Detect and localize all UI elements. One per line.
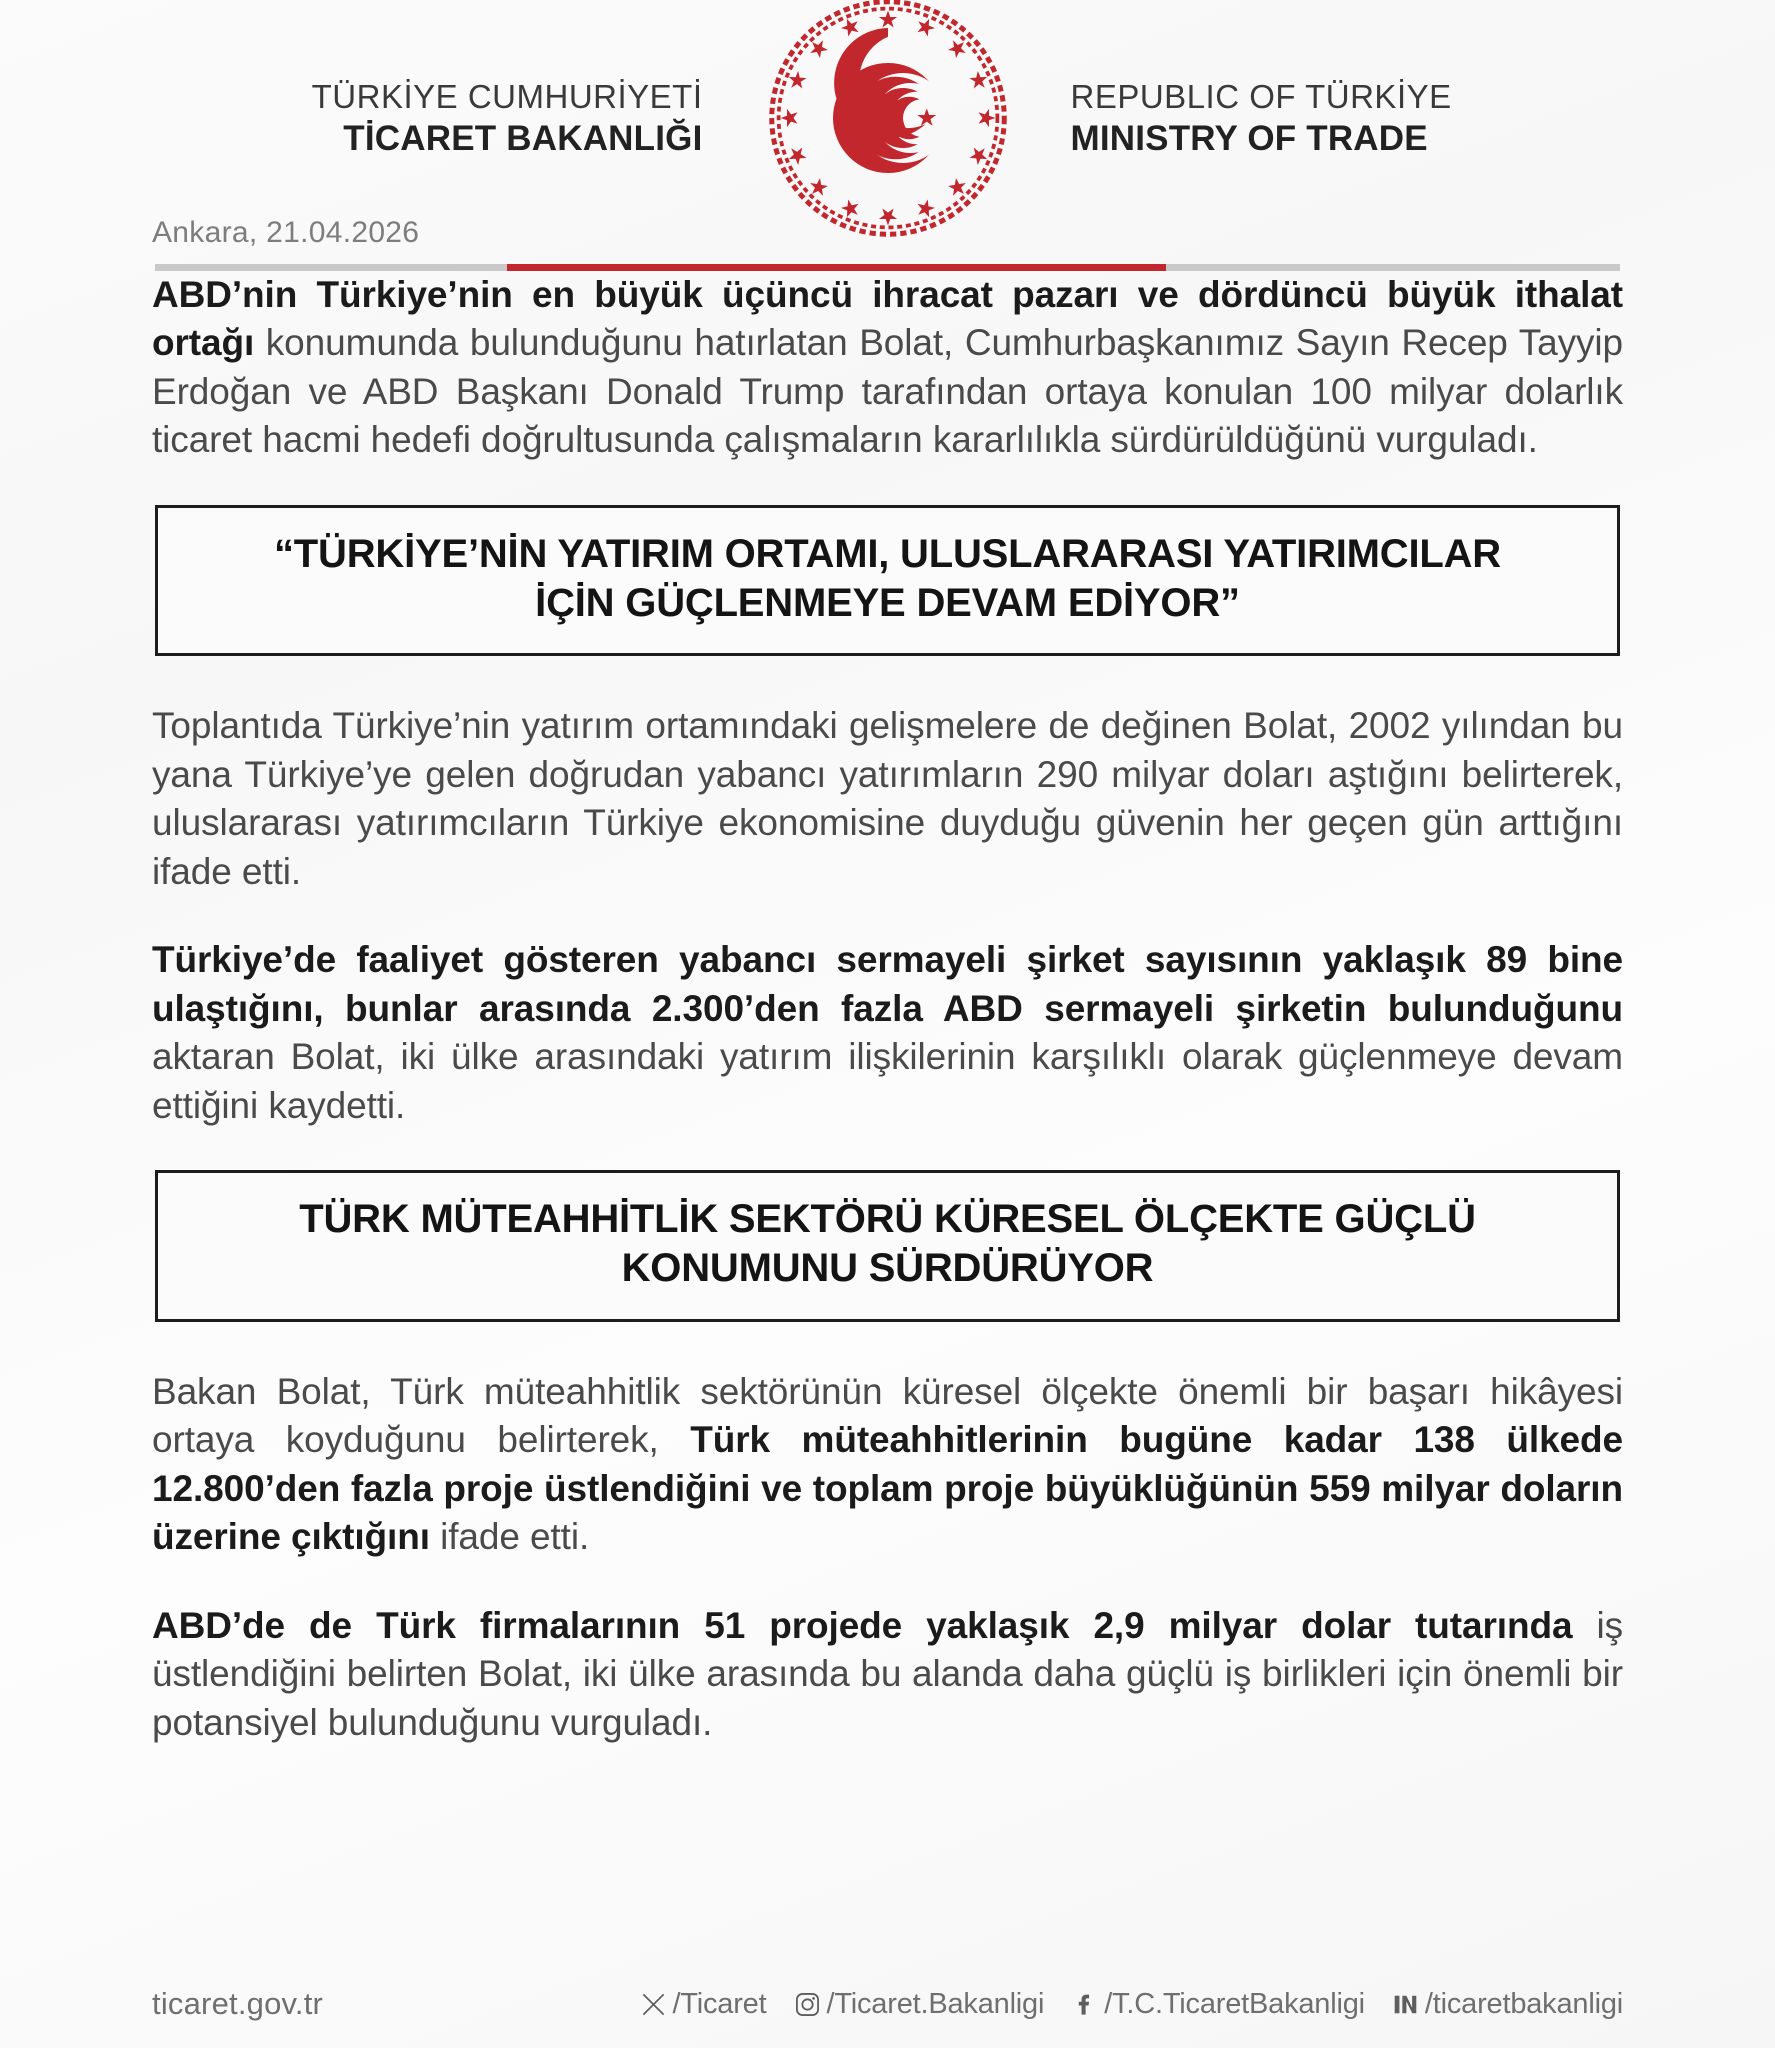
- divider-segment-gray-right: [1166, 264, 1620, 271]
- spacer: [152, 1562, 1623, 1602]
- callout-heading-2-line1: TÜRK MÜTEAHHİTLİK SEKTÖRÜ KÜRESEL ÖLÇEKTE GÜÇLÜ: [299, 1197, 1476, 1242]
- brand-turkish-line1: TÜRKİYE CUMHURİYETİ: [311, 77, 703, 115]
- paragraph-2: Toplantıda Türkiye’nin yatırım ortamındaki gelişmelere de değinen Bolat, 2002 yılından bu yana Türkiye’ye gelen doğrudan yabancı yatırımların 290 milyar doları aştığını belirterek, uluslararası yatırımcıların Türkiye ekonomisine duyduğu güvenin her geçen gün arttığını ifade etti.: [152, 705, 1623, 892]
- divider-segment-red: [507, 264, 1166, 271]
- facebook-icon: [1070, 1989, 1100, 2019]
- ministry-emblem-logo: [763, 0, 1013, 243]
- callout-heading-2: [155, 1170, 1620, 1322]
- social-link-x[interactable]: [638, 1988, 766, 2021]
- callout-quote-1: [155, 505, 1620, 657]
- dateline: Ankara, 21.04.2026: [152, 216, 420, 249]
- brand-english-line1: REPUBLIC OF TÜRKİYE: [1070, 77, 1452, 115]
- paragraph-4-post: ifade etti.: [429, 1516, 590, 1558]
- callout-heading-2-line2: KONUMUNU SÜRDÜRÜYOR: [621, 1246, 1154, 1291]
- paragraph-1-lead: ABD’nin Türkiye’nin en büyük üçüncü ihracat pazarı ve dördüncü büyük ithalat ortağı: [152, 274, 1623, 364]
- social-handle-linkedin: /ticaretbakanligi: [1424, 1987, 1623, 2020]
- social-link-instagram[interactable]: [792, 1988, 1044, 2021]
- paragraph-5: [152, 1602, 1623, 1747]
- social-handle-facebook: /T.C.TicaretBakanligi: [1104, 1987, 1365, 2020]
- social-handle-instagram: /Ticaret.Bakanligi: [826, 1987, 1045, 2020]
- paragraph-3-text: aktaran Bolat, iki ülke arasındaki yatırım ilişkilerinin karşılıklı olarak güçlenmeye devam ettiğini kaydetti.: [152, 1036, 1623, 1126]
- paragraph-3: [152, 936, 1623, 1130]
- divider-segment-gray-left: [155, 264, 507, 271]
- brand-english: [1013, 76, 1493, 161]
- brand-english-line2: MINISTRY OF TRADE: [1070, 118, 1428, 158]
- document-header: [0, 0, 1775, 210]
- paragraph-1: [152, 271, 1623, 465]
- paragraph-3-lead: Türkiye’de faaliyet gösteren yabancı sermayeli şirket sayısının yaklaşık 89 bine ulaştığını, bunlar arasında 2.300’den fazla ABD sermayeli şirketin bulunduğunu: [152, 939, 1623, 1029]
- paragraph-5-text: iş üstlendiğini belirten Bolat, iki ülke arasında bu alanda daha güçlü iş birlikleri için önemli bir potansiyel bulunduğunu vurguladı.: [152, 1604, 1624, 1743]
- paragraph-5-lead: ABD’de de Türk firmalarının 51 projede yaklaşık 2,9 milyar dolar tutarında: [152, 1604, 1573, 1646]
- document-body-2: [0, 656, 1775, 1130]
- document-body-3: [0, 1322, 1775, 1747]
- paragraph-4: [152, 1368, 1623, 1562]
- document-body: [0, 271, 1775, 465]
- brand-turkish: [283, 76, 763, 161]
- paragraph-4-pre: Bakan Bolat, Türk müteahhitlik sektörünün küresel ölçekte önemli bir başarı hikâyesi ortaya koyduğunu belirterek,: [152, 1370, 1623, 1461]
- social-link-linkedin[interactable]: [1391, 1988, 1623, 2021]
- spacer: [152, 656, 1623, 702]
- paragraph-4-bold: Türk müteahhitlerinin bugüne kadar 138 ülkede 12.800’den fazla proje üstlendiğini ve toplam proje büyüklüğünün 559 milyar doların üzerine çıktığını: [152, 1419, 1624, 1558]
- social-link-facebook[interactable]: [1070, 1988, 1365, 2021]
- linkedin-icon: [1391, 1989, 1421, 2019]
- header-divider-bar: [155, 264, 1620, 271]
- social-handle-x: /Ticaret: [672, 1987, 767, 2020]
- document-footer: [0, 1986, 1775, 2022]
- callout-quote-1-line2: İÇİN GÜÇLENMEYE DEVAM EDİYOR”: [535, 580, 1240, 625]
- x-twitter-icon: [638, 1989, 668, 2019]
- spacer: [152, 896, 1623, 936]
- social-links: [638, 1988, 1623, 2021]
- instagram-icon: [792, 1989, 822, 2019]
- website-url[interactable]: ticaret.gov.tr: [152, 1986, 324, 2021]
- paragraph-1-text: konumunda bulunduğunu hatırlatan Bolat, Cumhurbaşkanımız Sayın Recep Tayyip Erdoğan ve ABD Başkanı Donald Trump tarafından ortaya konulan 100 milyar dolarlık ticaret hacmi hedefi doğrultusunda çalışmaların kararlılıkla sürdürüldüğünü vurguladı.: [152, 322, 1623, 461]
- spacer: [152, 1322, 1623, 1368]
- callout-quote-1-line1: “TÜRKİYE’NİN YATIRIM ORTAMI, ULUSLARARASI YATIRIMCILAR: [273, 531, 1501, 576]
- brand-turkish-line2: TİCARET BAKANLIĞI: [343, 118, 703, 158]
